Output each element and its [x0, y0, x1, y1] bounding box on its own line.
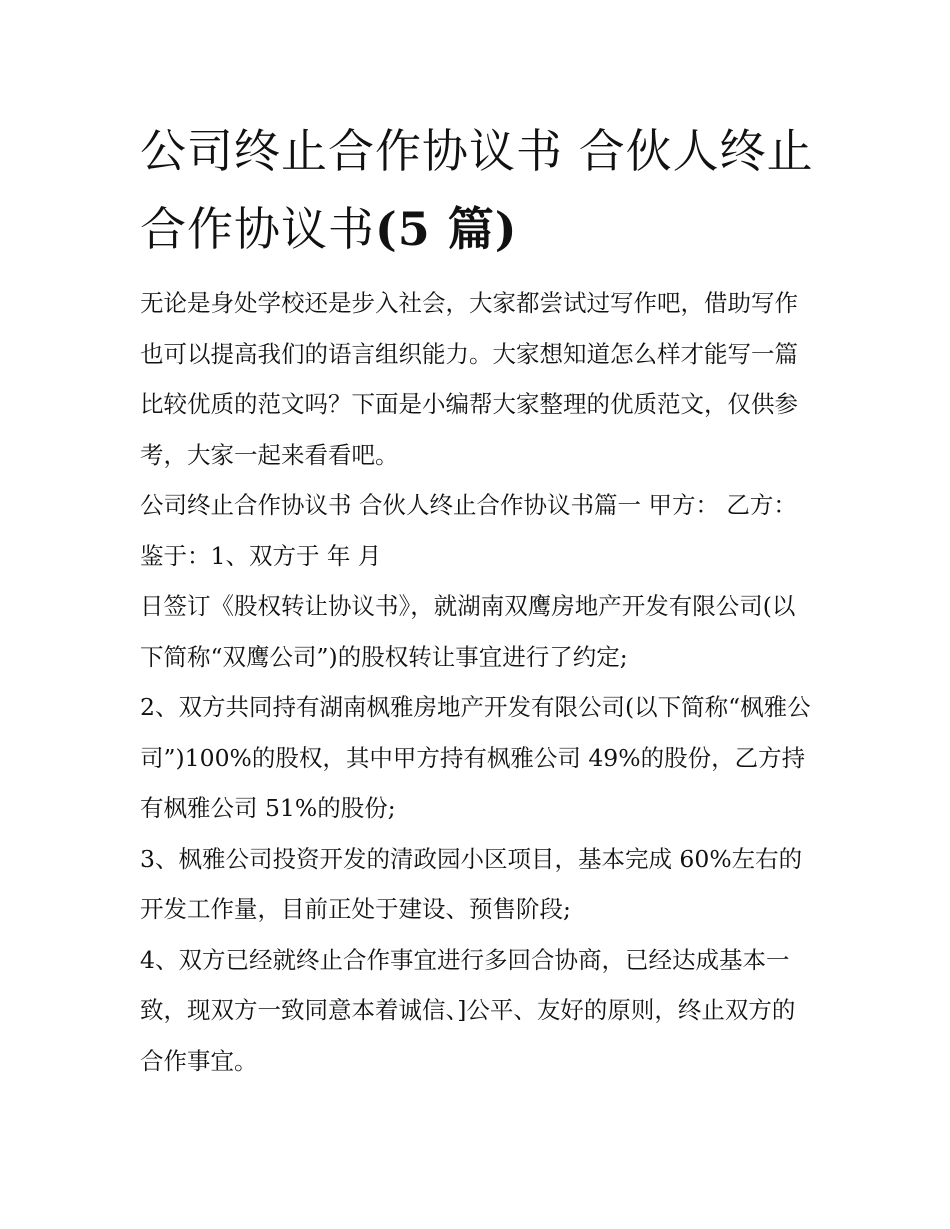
paragraph-heading-parties: 公司终止合作协议书 合伙人终止合作协议书篇一 甲方： 乙方： 鉴于：1、双方于 年 月 — [140, 491, 797, 570]
title-main-text: 公司终止合作协议书 合伙人终止合作协议书 — [140, 124, 814, 256]
paragraph-intro: 无论是身处学校还是步入社会，大家都尝试过写作吧，借助写作也可以提高我们的语言组织能力。大家想知道怎么样才能写一篇比较优质的范文吗？下面是小编帮大家整理的优质范文，仅供参考，大家一起来看看吧。 — [140, 289, 798, 469]
paragraph-clause-2: 2、双方共同持有湖南枫雅房地产开发有限公司(以下简称“枫雅公司”)100%的股权，其中甲方持有枫雅公司 49%的股份，乙方持有枫雅公司 51%的股份; — [140, 693, 811, 822]
paragraph-equity-transfer: 日签订《股权转让协议书》，就湖南双鹰房地产开发有限公司(以下简称“双鹰公司”)的股权转让事宜进行了约定; — [140, 592, 796, 671]
paragraph-clause-4: 4、双方已经就终止合作事宜进行多回合协商，已经达成基本一致，现双方一致同意本着诚信、]公平、友好的原则，终止双方的合作事宜。 — [140, 945, 796, 1075]
title-count-text: (5 篇) — [375, 202, 518, 256]
document-title — [140, 112, 820, 268]
paragraph-clause-3: 3、枫雅公司投资开发的清政园小区项目，基本完成 60%左右的开发工作量，目前正处于建设、预售阶段; — [140, 844, 803, 923]
document-body — [140, 278, 812, 1086]
